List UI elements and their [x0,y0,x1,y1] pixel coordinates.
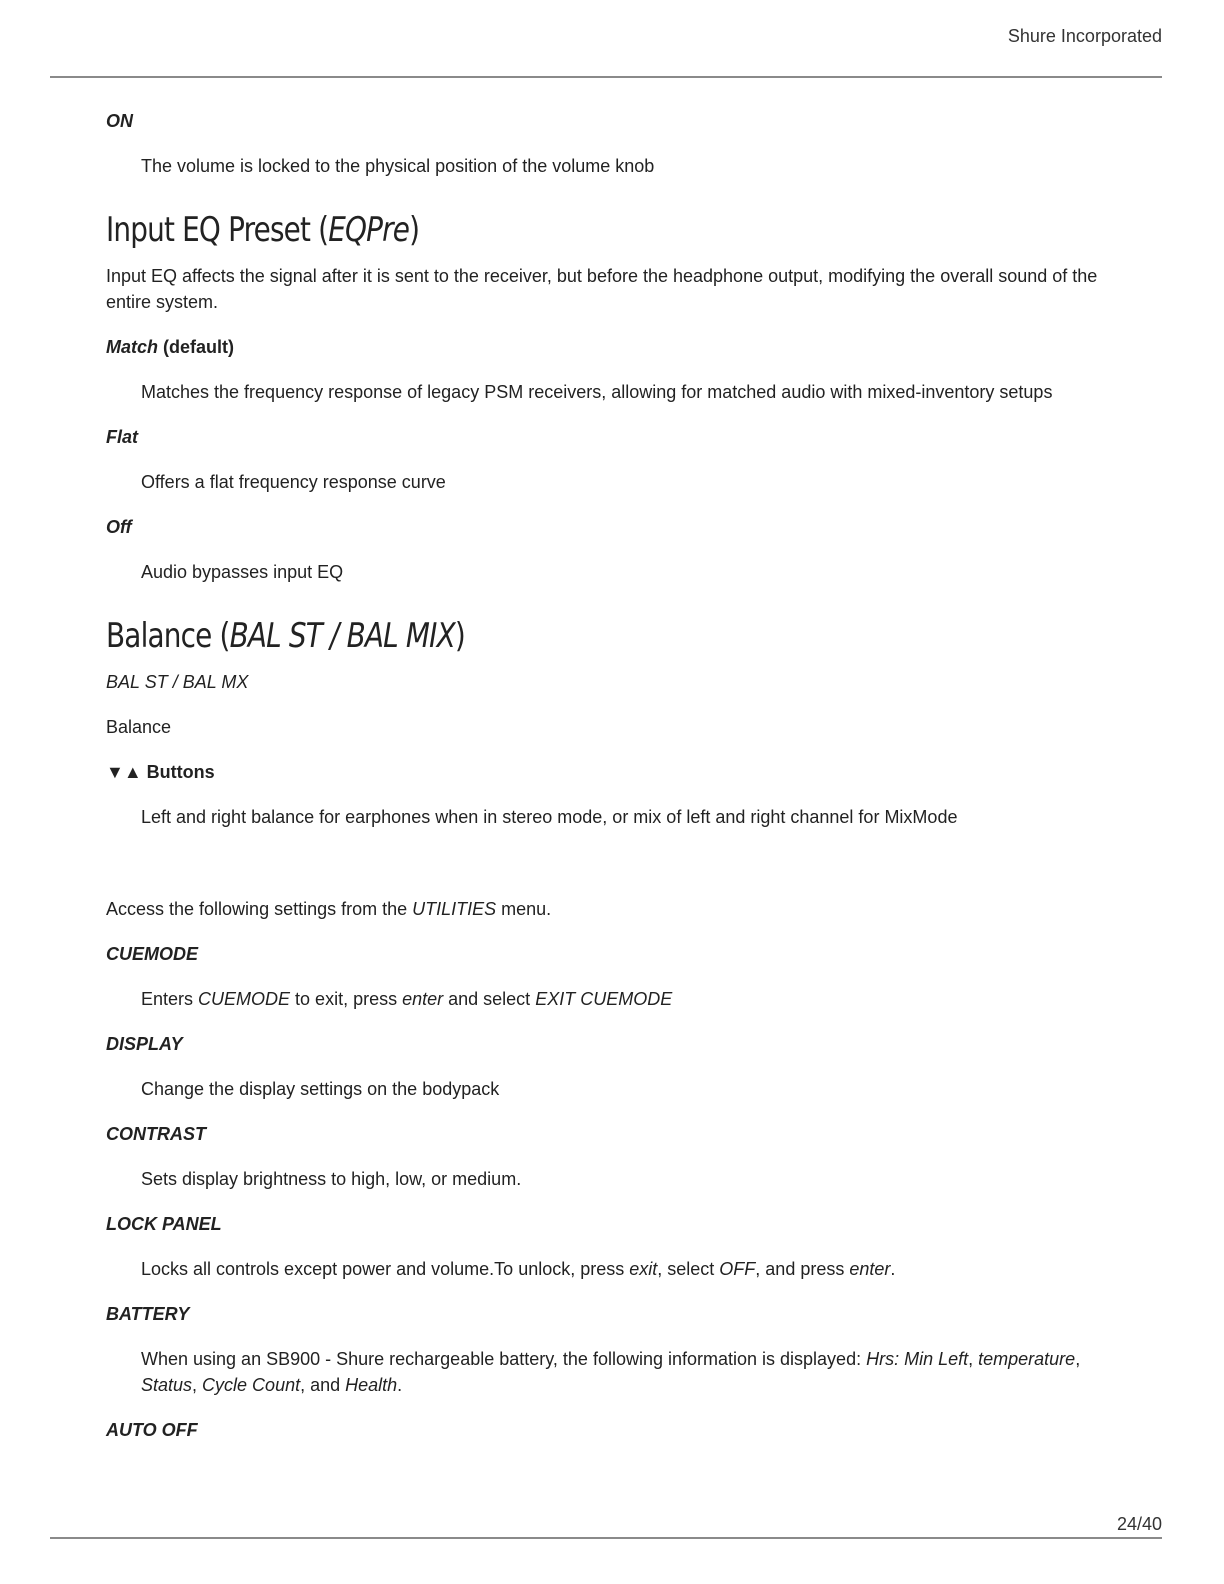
utilities-intro-end: menu. [496,899,552,919]
desc-cuemode [141,986,1106,1012]
desc-em: Status [141,1375,193,1395]
page-header-company: Shure Incorporated [1007,26,1162,46]
desc-text: , [968,1349,979,1369]
desc-text: Enters [141,989,199,1009]
term-battery: BATTERY [106,1304,190,1324]
desc-em: temperature [978,1349,1076,1369]
utilities-intro-text: Access the following settings from the [106,899,413,919]
term-auto-off: AUTO OFF [106,1420,198,1440]
term-lock-panel: LOCK PANEL [106,1214,222,1234]
heading-input-eq-preset [106,209,926,251]
balance-code-text: BAL ST / BAL MX [106,672,249,692]
utilities-menu-name: UTILITIES [412,899,497,919]
desc-em: CUEMODE [198,989,291,1009]
desc-display: Change the display settings on the bodypack [141,1079,500,1099]
desc-lock-panel [141,1256,1106,1282]
heading-code: BAL ST / BAL MIX [229,616,455,656]
desc-flat: Offers a flat frequency response curve [141,472,446,492]
page-number: 24/40 [1116,1514,1162,1534]
desc-contrast: Sets display brightness to high, low, or medium. [141,1169,522,1189]
desc-text: , and press [755,1259,850,1279]
term-display: DISPLAY [106,1034,183,1054]
desc-em: EXIT CUEMODE [535,989,673,1009]
heading-code: EQPre [328,210,410,250]
desc-em: Hrs: Min Left [866,1349,969,1369]
desc-text: , [192,1375,203,1395]
desc-text: . [890,1259,896,1279]
heading-balance [106,615,926,657]
desc-text: and select [443,989,536,1009]
term-match-label: Match [106,337,159,357]
desc-text: Locks all controls except power and volume.To unlock, press [141,1259,630,1279]
desc-em: enter [849,1259,891,1279]
term-flat: Flat [106,427,139,447]
desc-battery [141,1346,1106,1398]
desc-text: , select [657,1259,720,1279]
desc-em: Cycle Count [202,1375,301,1395]
term-match [106,334,1106,360]
term-match-default: (default) [158,337,235,357]
desc-text: , [1075,1349,1081,1369]
desc-text: . [397,1375,403,1395]
desc-text: , and [300,1375,346,1395]
heading-suffix: ) [409,210,420,250]
term-off: Off [106,517,132,537]
desc-text: to exit, press [290,989,403,1009]
heading-prefix: Balance ( [106,616,230,656]
header-divider [50,76,1162,78]
document-body [106,108,1106,1443]
desc-em: OFF [719,1259,756,1279]
desc-on: The volume is locked to the physical position of the volume knob [141,156,655,176]
term-buttons: ▼▲ Buttons [106,762,215,782]
footer-divider [50,1537,1162,1539]
heading-prefix: Input EQ Preset ( [106,210,329,250]
term-contrast: CONTRAST [106,1124,206,1144]
desc-em: enter [402,989,444,1009]
balance-label: Balance [106,717,172,737]
desc-text: When using an SB900 - Shure rechargeable battery, the following information is displayed: [141,1349,867,1369]
desc-em: Health [345,1375,398,1395]
desc-em: exit [629,1259,658,1279]
heading-suffix: ) [454,616,465,656]
utilities-intro [106,896,1106,922]
term-cuemode: CUEMODE [106,944,199,964]
desc-buttons: Left and right balance for earphones when in stereo mode, or mix of left and right channel for MixMode [141,807,958,827]
desc-off: Audio bypasses input EQ [141,562,344,582]
term-on: ON [106,111,133,131]
eq-intro: Input EQ affects the signal after it is sent to the receiver, but before the headphone output, modifying the overall sound of the entire system. [106,266,1098,312]
balance-code-line [106,669,1106,695]
desc-match: Matches the frequency response of legacy PSM receivers, allowing for matched audio with mixed-inventory setups [141,382,1053,402]
